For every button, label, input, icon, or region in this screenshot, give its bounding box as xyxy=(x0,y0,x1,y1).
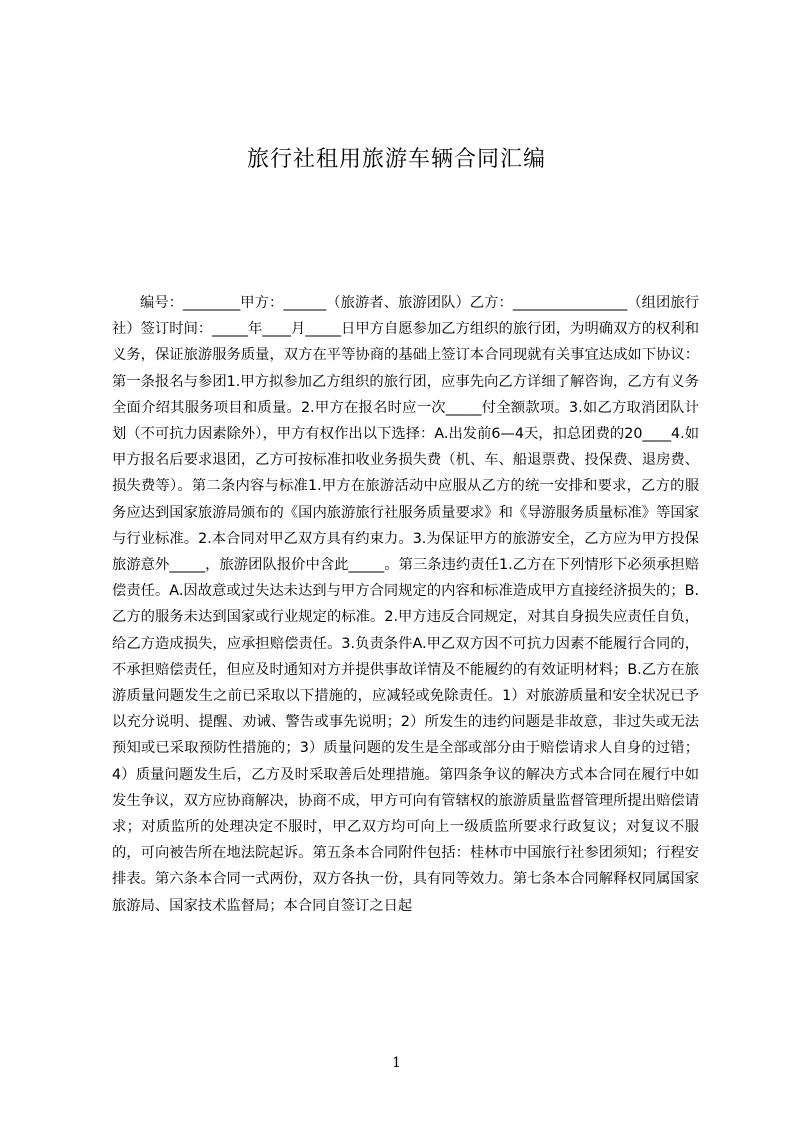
page-number: 1 xyxy=(392,1055,401,1071)
document-title: 旅行社租用旅游车辆合同汇编 xyxy=(246,147,546,172)
contract-body-text: 编号：________甲方：______（旅游者、旅游团队）乙方：________________（组团旅行社）签订时间：_____年____月_____日甲方自愿参加乙方组织的旅行团，为明确双方的权利和义务，保证旅游服务质量，双方在平等协商的基础上签订本合同现就有关事宜达成如下协议：第一条报名与参团1.甲方拟参加乙方组织的旅行团，应事先向乙方详细了解咨询，乙方有义务全面介绍其服务项目和质量。2.甲方在报名时应一次_____付全额款项。3.如乙方取消团队计划（不可抗力因素除外），甲方有权作出以下选择：A.出发前6—4天，扣总团费的20____4.如甲方报名后要求退团，乙方可按标准扣收业务损失费（机、车、船退票费、投保费、退房费、损失费等）。第二条内容与标准1.甲方在旅游活动中应服从乙方的统一安排和要求，乙方的服务应达到国家旅游局颁布的《国内旅游旅行社服务质量要求》和《导游服务质量标准》等国家与行业标准。2.本合同对甲乙双方具有约束力。3.为保证甲方的旅游安全，乙方应为甲方投保旅游意外_____，旅游团队报价中含此_____。第三条违约责任1.乙方在下列情形下必须承担赔偿责任。A.因故意或过失达未达到与甲方合同规定的内容和标准造成甲方直接经济损失的；B.乙方的服务未达到国家或行业规定的标准。2.甲方违反合同规定，对其自身损失应责任自负，给乙方造成损失，应承担赔偿责任。3.负责条件A.甲乙双方因不可抗力因素不能履行合同的，不承担赔偿责任，但应及时通知对方并提供事故详情及不能履约的有效证明材料；B.乙方在旅游质量问题发生之前已采取以下措施的，应减轻或免除责任。1）对旅游质量和安全状况已予以充分说明、提醒、劝诫、警告或事先说明；2）所发生的违约问题是非故意，非过失或无法预知或已采取预防性措施的；3）质量问题的发生是全部或部分由于赔偿请求人自身的过错；4）质量问题发生后，乙方及时采取善后处理措施。第四条争议的解决方式本合同在履行中如发生争议，双方应协商解决，协商不成，甲方可向有管辖权的旅游质量监督管理所提出赔偿请求；对质监所的处理决定不服时，甲乙双方均可向上一级质监所要求行政复议；对复议不服的，可向被告所在地法院起诉。第五条本合同附件包括：桂林市中国旅行社参团须知；行程安排表。第六条本合同一式两份，双方各执一份，具有同等效力。第七条本合同解释权同属国家旅游局、国家技术监督局；本合同自签订之日起 xyxy=(112,295,699,914)
